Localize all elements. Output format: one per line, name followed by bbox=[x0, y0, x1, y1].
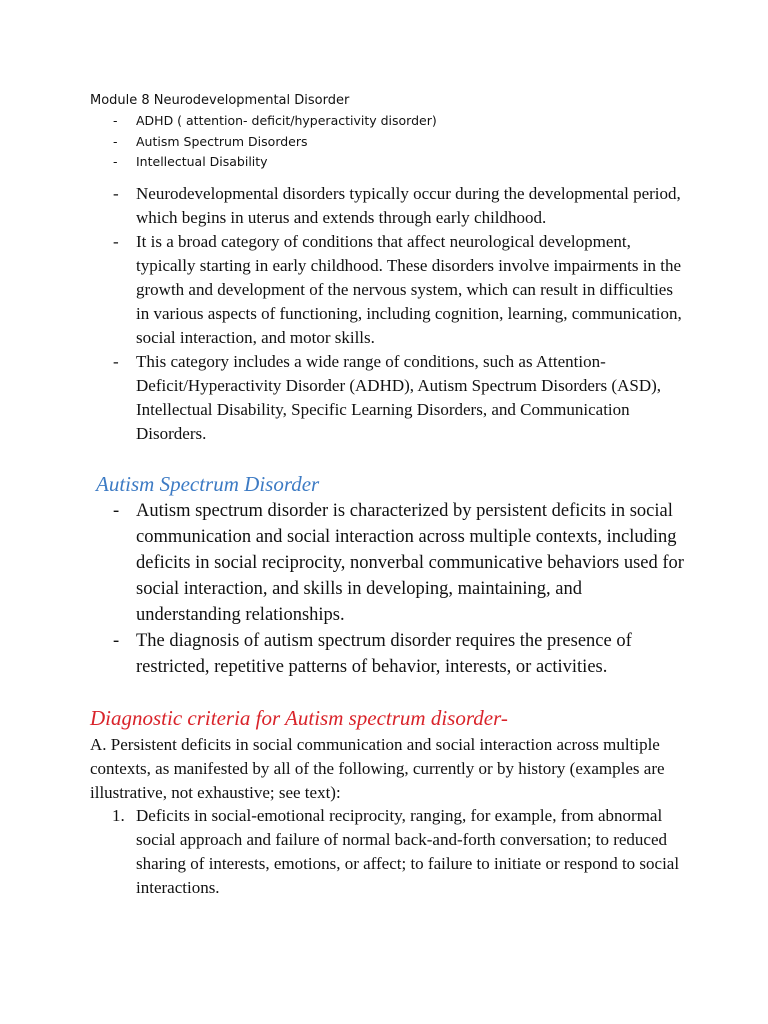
list-item bbox=[90, 350, 690, 446]
dash-bullet: - bbox=[113, 133, 118, 149]
asd-point-text: Autism spectrum disorder is characterized by persistent deficits in social communication and social interaction across multiple contexts, including deficits in social reciprocity, nonverbal communicative behaviors used for social interaction, and skills in developing, maintaining, and understanding relationships. bbox=[136, 501, 684, 625]
topic-text: Intellectual Disability bbox=[136, 154, 268, 169]
list-item bbox=[90, 804, 690, 900]
item-number: 1. bbox=[112, 806, 125, 825]
criteria-numbered-list bbox=[90, 804, 690, 900]
overview-text: Neurodevelopmental disorders typically occur during the developmental period, which begins in uterus and extends through early childhood. bbox=[136, 184, 681, 227]
dash-bullet: - bbox=[113, 352, 119, 371]
list-item bbox=[90, 152, 437, 173]
module-title: Module 8 Neurodevelopmental Disorder bbox=[90, 93, 350, 108]
dash-bullet: - bbox=[113, 154, 118, 169]
list-item bbox=[90, 111, 437, 132]
overview-text: It is a broad category of conditions that affect neurological development, typically starting in early childhood. These disorders involve impairments in the growth and development of the nervous system, which can result in difficulties in various aspects of functioning, including cognition, learning, communication, social interaction, and motor skills. bbox=[136, 232, 682, 347]
list-item bbox=[90, 498, 690, 628]
asd-points-list bbox=[90, 498, 690, 680]
topic-text: Autism Spectrum Disorders bbox=[136, 133, 308, 149]
criteria-intro-text: A. Persistent deficits in social communication and social interaction across multiple contexts, as manifested by all of the following, currently or by history (examples are illustrative, not exhaustive; see text): bbox=[90, 735, 665, 802]
dash-bullet: - bbox=[113, 631, 120, 651]
list-item bbox=[90, 132, 437, 153]
dash-bullet: - bbox=[113, 184, 119, 203]
list-item bbox=[90, 628, 690, 680]
dash-bullet: - bbox=[113, 113, 118, 128]
overview-text: This category includes a wide range of conditions, such as Attention-Deficit/Hyperactivity Disorder (ADHD), Autism Spectrum Disorders (ASD), Intellectual Disability, Specific Learning Disorders, and Communication Disorders. bbox=[136, 352, 662, 443]
list-item bbox=[90, 230, 690, 350]
criteria-section-title: Diagnostic criteria for Autism spectrum disorder- bbox=[90, 706, 508, 730]
topic-list bbox=[90, 111, 437, 173]
list-item bbox=[90, 182, 690, 230]
asd-section-title: Autism Spectrum Disorder bbox=[96, 472, 320, 496]
dash-bullet: - bbox=[113, 232, 119, 251]
topic-text: ADHD ( attention- deficit/hyperactivity disorder) bbox=[136, 113, 437, 128]
dash-bullet: - bbox=[113, 501, 120, 521]
criteria-item-text: Deficits in social-emotional reciprocity, ranging, for example, from abnormal social approach and failure of normal back-and-forth conversation; to reduced sharing of interests, emotions, or affect; to failure to initiate or respond to social interactions. bbox=[136, 806, 680, 897]
asd-point-text: The diagnosis of autism spectrum disorder requires the presence of restricted, repetitive patterns of behavior, interests, or activities. bbox=[136, 631, 632, 677]
overview-list bbox=[90, 182, 690, 446]
